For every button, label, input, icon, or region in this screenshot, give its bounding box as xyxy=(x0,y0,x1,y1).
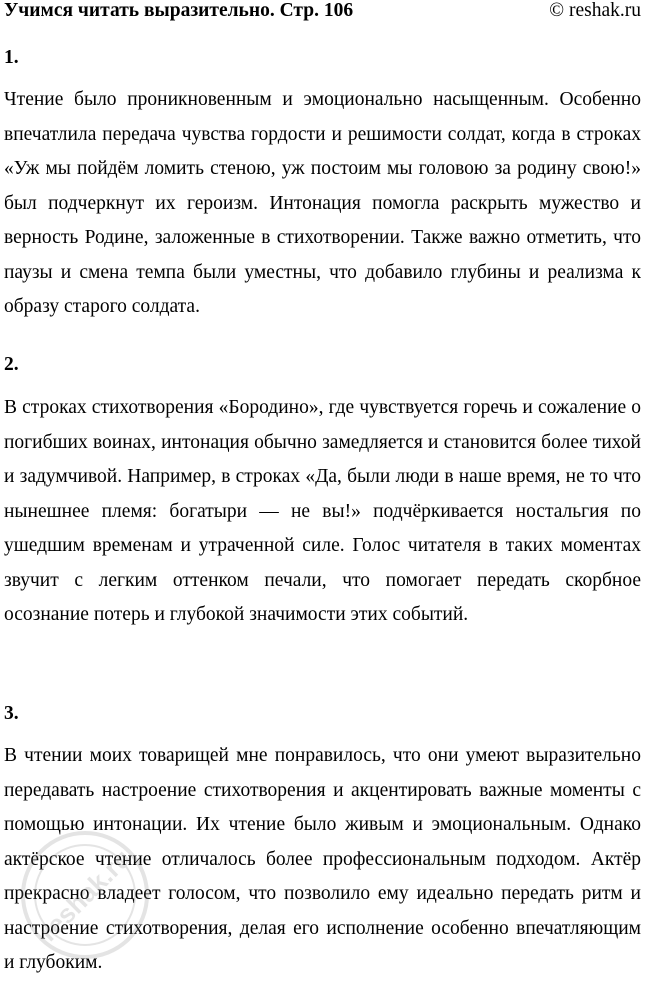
section-text-2: В строках стихотворения «Бородино», где чувствуется горечь и сожаление о погибших воинах, интонация обычно замедляется и становится более тихой и задумчивой. Например, в строках «Да, были люди в наше время, не то что нынешнее племя: богатыри — не вы!» подчёркивается ностальгия по ушедшим временам и утраченной силе. Голос читателя в таких моментах звучит с легким оттенком печали, что помогает передать скорбное осознание потерь и глубокой значимости этих событий. xyxy=(4,397,641,625)
section-text-3: В чтении моих товарищей мне понравилось, что они умеют выразительно передавать настроение стихотворения и акцентировать важные моменты с помощью интонации. Их чтение было живым и эмоциональным. Однако актёрское чтение отличалось более профессиональным подходом. Актёр прекрасно владеет голосом, что позволило ему идеально передать ритм и настроение стихотворения, делая его исполнение особенно впечатляющим и глубоким. xyxy=(4,745,641,973)
section-number-3: 3. xyxy=(4,703,19,724)
watermark-text: reshak.ru xyxy=(33,843,137,947)
site-credit: © reshak.ru xyxy=(549,0,641,21)
section-text-1: Чтение было проникновенным и эмоционально насыщенным. Особенно впечатлила передача чувства гордости и решимости солдат, когда в строках «Уж мы пойдём ломить стеною, уж постоим мы головою за родину свою!» был подчеркнут их героизм. Интонация помогла раскрыть мужество и верность Родине, заложенные в стихотворении. Также важно отметить, что паузы и смена темпа были уместны, что добавило глубины и реализма к образу старого солдата. xyxy=(4,89,641,317)
page-header xyxy=(4,0,641,24)
section-number-2: 2. xyxy=(4,354,19,375)
page-title: Учимся читать выразительно. Стр. 106 xyxy=(4,0,354,21)
section-number-1: 1. xyxy=(4,47,19,68)
